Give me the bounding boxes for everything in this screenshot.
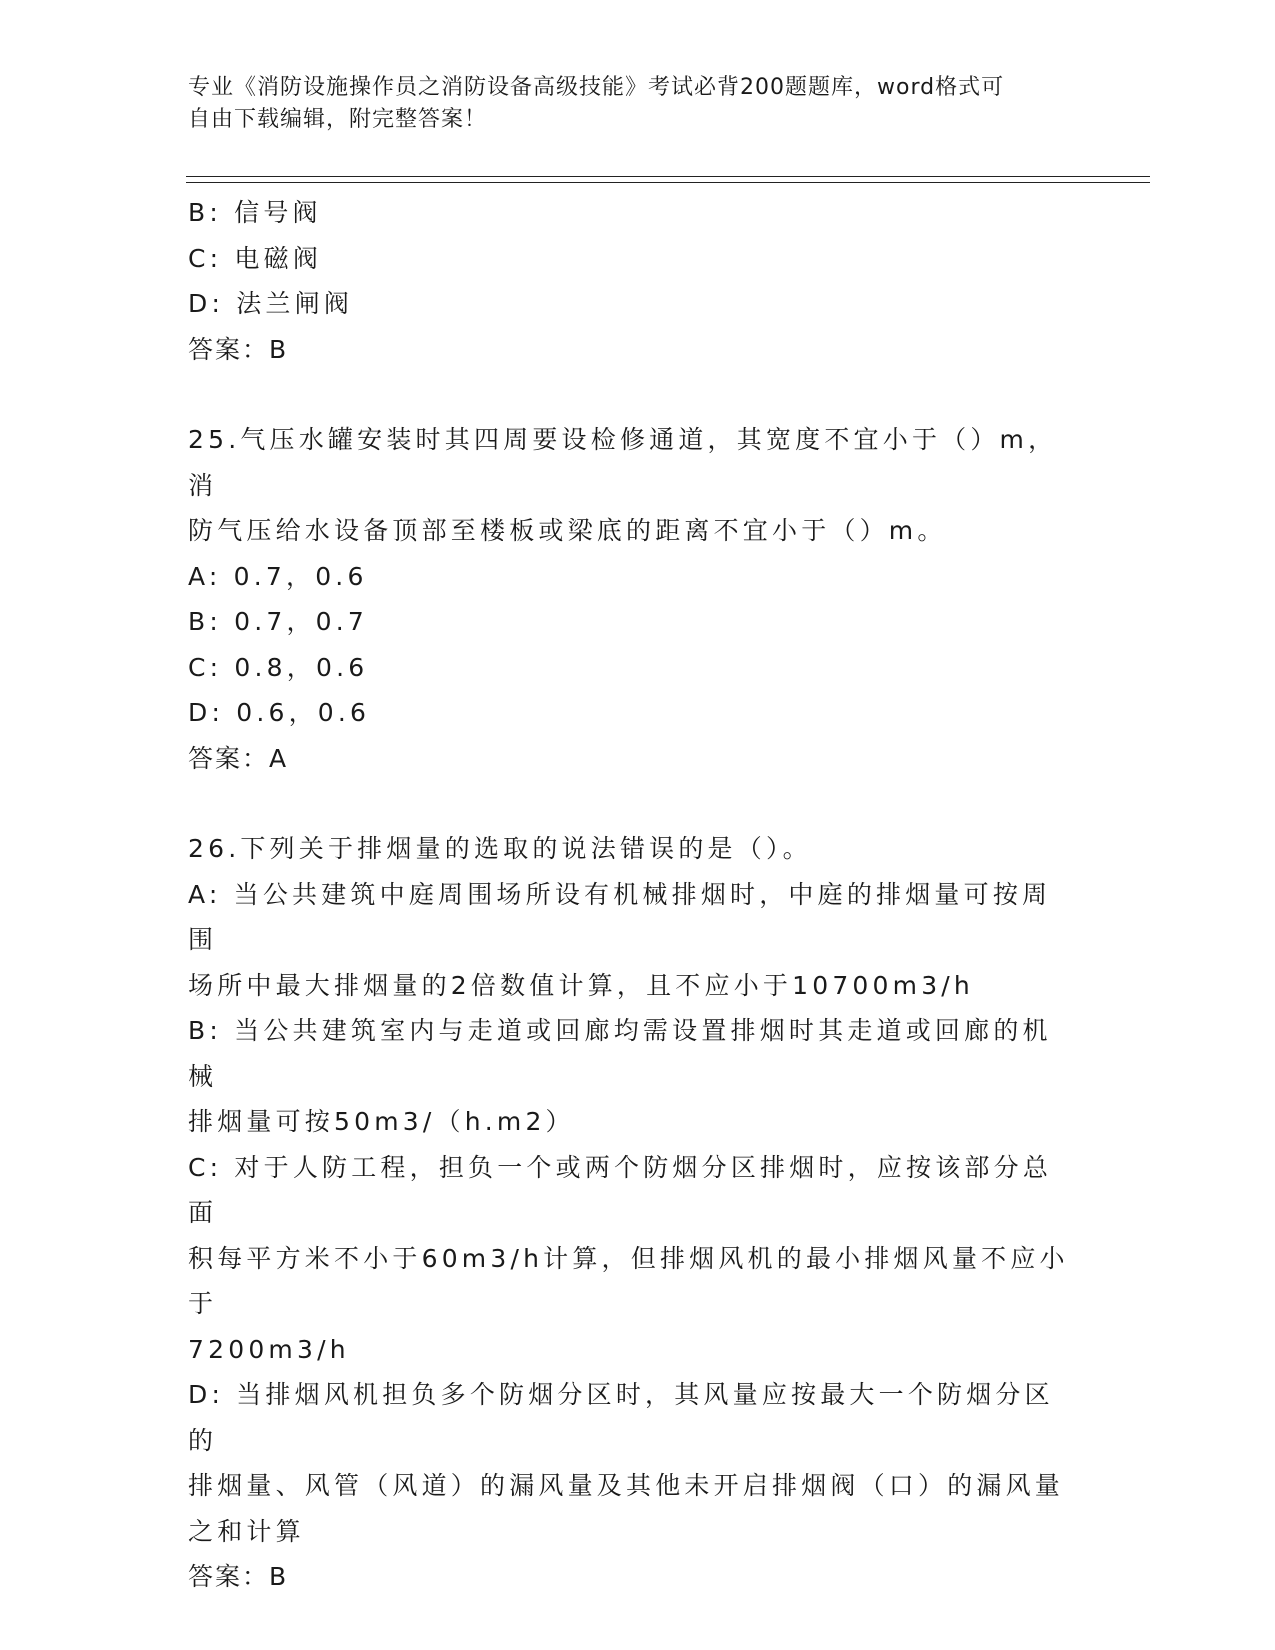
option-d: D: 当排烟风机担负多个防烟分区时，其风量应按最大一个防烟分区的	[188, 1380, 1054, 1455]
answer: 答案：B	[188, 334, 289, 364]
question-24-tail	[188, 190, 1078, 372]
option-a: A: 0.7，0.6	[188, 561, 368, 591]
header-line-2: 自由下载编辑，附完整答案！	[188, 107, 488, 132]
question-25	[188, 417, 1078, 781]
header-rule-bottom	[186, 182, 1150, 183]
option-d-cont: 排烟量、风管（风道）的漏风量及其他未开启排烟阀（口）的漏风量	[188, 1471, 1065, 1500]
option-c: C: 0.8，0.6	[188, 652, 369, 682]
option-a-cont: 场所中最大排烟量的2倍数值计算，且不应小于10700m3/h	[188, 970, 974, 1000]
option-d: D: 0.6，0.6	[188, 698, 371, 727]
option-b: B: 当公共建筑室内与走道或回廊均需设置排烟时其走道或回廊的机械	[188, 1016, 1052, 1091]
header-line-1: 专业《消防设施操作员之消防设备高级技能》考试必背200题题库，word格式可	[188, 75, 1005, 100]
option-d: D: 法兰闸阀	[188, 289, 354, 318]
answer: 答案：A	[188, 743, 289, 773]
option-c: C: 对于人防工程，担负一个或两个防烟分区排烟时，应按该部分总面	[188, 1152, 1053, 1227]
question-stem: 防气压给水设备顶部至楼板或梁底的距离不宜小于（）m。	[188, 516, 947, 545]
spacer	[188, 372, 1078, 417]
question-stem: 26.下列关于排烟量的选取的说法错误的是（）。	[188, 834, 812, 863]
option-a: A: 当公共建筑中庭周围场所设有机械排烟时，中庭的排烟量可按周围	[188, 879, 1052, 954]
answer: 答案：B	[188, 1562, 289, 1591]
question-stem: 25.气压水罐安装时其四周要设检修通道，其宽度不宜小于（）m，消	[188, 425, 1058, 500]
header-rule-top	[186, 176, 1150, 177]
option-c-cont: 积每平方米不小于60m3/h计算，但排烟风机的最小排烟风量不应小于	[188, 1243, 1069, 1318]
option-d-cont: 之和计算	[188, 1516, 305, 1546]
option-c-cont: 7200m3/h	[188, 1334, 350, 1364]
option-b: B: 信号阀	[188, 198, 322, 227]
option-c: C: 电磁阀	[188, 243, 323, 273]
option-b: B: 0.7，0.7	[188, 607, 369, 636]
spacer	[188, 781, 1078, 826]
option-b-cont: 排烟量可按50m3/（h.m2）	[188, 1107, 575, 1136]
document-body	[188, 190, 1078, 1600]
question-26	[188, 826, 1078, 1600]
page-header	[188, 72, 1068, 136]
